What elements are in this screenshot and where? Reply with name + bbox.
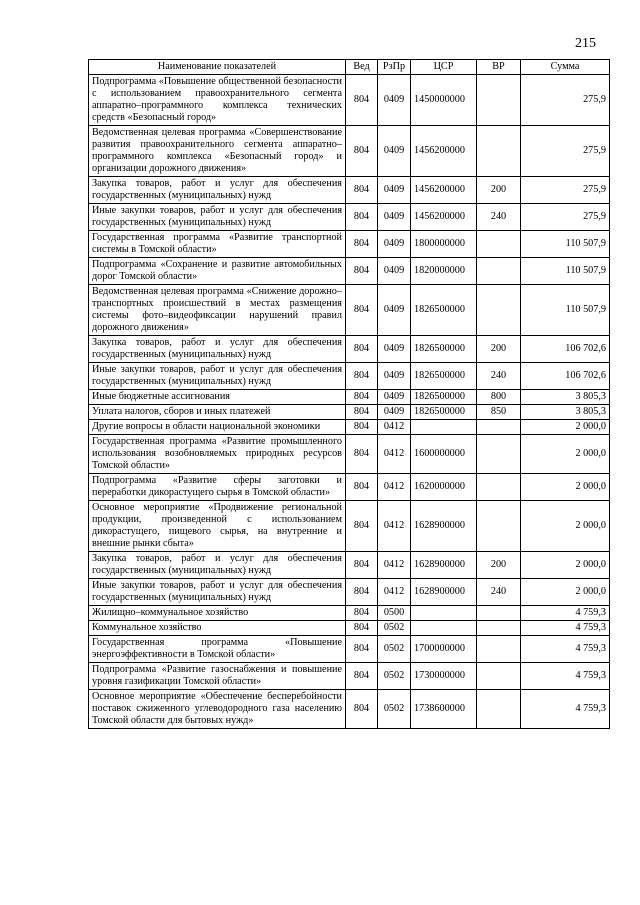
cell-vr: [477, 606, 521, 621]
budget-table: [88, 59, 610, 729]
cell-name: Основное мероприятие «Продвижение региональной продукции, произведенной с использованием дикорастущего, пищевого сырья, на внутренние и внешние рынки сбыта»: [89, 501, 346, 552]
cell-vr: [477, 75, 521, 126]
header-csr: ЦСР: [411, 60, 477, 75]
table-row: [89, 621, 610, 636]
cell-csr: 1600000000: [411, 435, 477, 474]
cell-rzpr: 0502: [378, 636, 411, 663]
cell-name: Иные закупки товаров, работ и услуг для обеспечения государственных (муниципальных) нужд: [89, 204, 346, 231]
cell-sum: 2 000,0: [521, 474, 610, 501]
cell-sum: 4 759,3: [521, 690, 610, 729]
cell-name: Основное мероприятие «Обеспечение бесперебойности поставок сжиженного углеводородного газа населению Томской области для бытовых нужд»: [89, 690, 346, 729]
cell-ved: 804: [346, 474, 378, 501]
cell-csr: 1628900000: [411, 579, 477, 606]
table-row: [89, 177, 610, 204]
cell-sum: 106 702,6: [521, 363, 610, 390]
table-row: [89, 663, 610, 690]
cell-vr: [477, 126, 521, 177]
cell-name: Иные закупки товаров, работ и услуг для обеспечения государственных (муниципальных) нужд: [89, 363, 346, 390]
cell-vr: 800: [477, 390, 521, 405]
cell-vr: [477, 621, 521, 636]
cell-sum: 2 000,0: [521, 420, 610, 435]
cell-name: Другие вопросы в области национальной экономики: [89, 420, 346, 435]
cell-name: Иные закупки товаров, работ и услуг для обеспечения государственных (муниципальных) нужд: [89, 579, 346, 606]
table-row: [89, 126, 610, 177]
cell-ved: 804: [346, 231, 378, 258]
cell-name: Государственная программа «Развитие транспортной системы в Томской области»: [89, 231, 346, 258]
cell-rzpr: 0409: [378, 390, 411, 405]
cell-rzpr: 0502: [378, 621, 411, 636]
cell-ved: 804: [346, 552, 378, 579]
cell-rzpr: 0502: [378, 690, 411, 729]
header-sum: Сумма: [521, 60, 610, 75]
cell-sum: 110 507,9: [521, 258, 610, 285]
cell-sum: 275,9: [521, 177, 610, 204]
cell-ved: 804: [346, 621, 378, 636]
cell-ved: 804: [346, 690, 378, 729]
cell-ved: 804: [346, 285, 378, 336]
cell-vr: 200: [477, 177, 521, 204]
cell-sum: 4 759,3: [521, 636, 610, 663]
table-row: [89, 231, 610, 258]
cell-csr: 1620000000: [411, 474, 477, 501]
cell-name: Жилищно–коммунальное хозяйство: [89, 606, 346, 621]
table-row: [89, 606, 610, 621]
table-row: [89, 405, 610, 420]
cell-rzpr: 0412: [378, 435, 411, 474]
cell-rzpr: 0409: [378, 204, 411, 231]
cell-csr: 1456200000: [411, 204, 477, 231]
cell-vr: [477, 420, 521, 435]
cell-rzpr: 0409: [378, 126, 411, 177]
table-row: [89, 579, 610, 606]
cell-vr: [477, 258, 521, 285]
cell-name: Закупка товаров, работ и услуг для обеспечения государственных (муниципальных) нужд: [89, 177, 346, 204]
cell-sum: 2 000,0: [521, 579, 610, 606]
cell-ved: 804: [346, 204, 378, 231]
cell-rzpr: 0409: [378, 405, 411, 420]
cell-csr: [411, 420, 477, 435]
cell-ved: 804: [346, 405, 378, 420]
table-row: [89, 363, 610, 390]
cell-name: Подпрограмма «Сохранение и развитие автомобильных дорог Томской области»: [89, 258, 346, 285]
cell-sum: 110 507,9: [521, 231, 610, 258]
cell-csr: 1456200000: [411, 177, 477, 204]
cell-ved: 804: [346, 501, 378, 552]
header-rzpr: РзПр: [378, 60, 411, 75]
cell-name: Уплата налогов, сборов и иных платежей: [89, 405, 346, 420]
cell-vr: [477, 474, 521, 501]
cell-sum: 4 759,3: [521, 621, 610, 636]
cell-csr: 1826500000: [411, 390, 477, 405]
cell-rzpr: 0409: [378, 285, 411, 336]
cell-ved: 804: [346, 390, 378, 405]
table-row: [89, 474, 610, 501]
cell-vr: [477, 285, 521, 336]
header-vr: ВР: [477, 60, 521, 75]
table-row: [89, 501, 610, 552]
cell-vr: 240: [477, 579, 521, 606]
table-row: [89, 420, 610, 435]
cell-csr: 1628900000: [411, 501, 477, 552]
cell-name: Ведомственная целевая программа «Снижение дорожно–транспортных происшествий в местах размещения системы фото–видеофиксации нарушений правил дорожного движения»: [89, 285, 346, 336]
cell-rzpr: 0409: [378, 258, 411, 285]
cell-rzpr: 0409: [378, 177, 411, 204]
table-row: [89, 75, 610, 126]
cell-ved: 804: [346, 579, 378, 606]
cell-vr: 200: [477, 336, 521, 363]
cell-vr: 240: [477, 204, 521, 231]
table-row: [89, 390, 610, 405]
cell-rzpr: 0409: [378, 75, 411, 126]
cell-ved: 804: [346, 420, 378, 435]
cell-vr: [477, 636, 521, 663]
cell-name: Государственная программа «Повышение энергоэффективности в Томской области»: [89, 636, 346, 663]
cell-rzpr: 0502: [378, 663, 411, 690]
cell-csr: 1826500000: [411, 405, 477, 420]
cell-name: Закупка товаров, работ и услуг для обеспечения государственных (муниципальных) нужд: [89, 336, 346, 363]
cell-sum: 3 805,3: [521, 405, 610, 420]
cell-csr: 1826500000: [411, 363, 477, 390]
cell-sum: 110 507,9: [521, 285, 610, 336]
cell-ved: 804: [346, 636, 378, 663]
cell-rzpr: 0409: [378, 363, 411, 390]
cell-sum: 275,9: [521, 126, 610, 177]
table-row: [89, 435, 610, 474]
cell-csr: 1738600000: [411, 690, 477, 729]
cell-rzpr: 0409: [378, 336, 411, 363]
table-row: [89, 285, 610, 336]
cell-vr: [477, 435, 521, 474]
cell-sum: 2 000,0: [521, 552, 610, 579]
cell-ved: 804: [346, 363, 378, 390]
cell-sum: 4 759,3: [521, 663, 610, 690]
cell-name: Подпрограмма «Развитие сферы заготовки и переработки дикорастущего сырья в Томской области»: [89, 474, 346, 501]
cell-rzpr: 0500: [378, 606, 411, 621]
cell-ved: 804: [346, 75, 378, 126]
cell-vr: 850: [477, 405, 521, 420]
cell-name: Государственная программа «Развитие промышленного использования возобновляемых природных ресурсов Томской области»: [89, 435, 346, 474]
cell-ved: 804: [346, 663, 378, 690]
cell-csr: [411, 621, 477, 636]
cell-sum: 106 702,6: [521, 336, 610, 363]
cell-csr: 1456200000: [411, 126, 477, 177]
cell-csr: 1820000000: [411, 258, 477, 285]
cell-name: Иные бюджетные ассигнования: [89, 390, 346, 405]
cell-ved: 804: [346, 258, 378, 285]
cell-rzpr: 0412: [378, 420, 411, 435]
cell-csr: 1826500000: [411, 336, 477, 363]
cell-sum: 4 759,3: [521, 606, 610, 621]
table-row: [89, 336, 610, 363]
cell-vr: 200: [477, 552, 521, 579]
table-row: [89, 636, 610, 663]
cell-sum: 3 805,3: [521, 390, 610, 405]
cell-ved: 804: [346, 177, 378, 204]
cell-vr: 240: [477, 363, 521, 390]
table-header-row: [89, 60, 610, 75]
cell-ved: 804: [346, 435, 378, 474]
table-row: [89, 690, 610, 729]
header-ved: Вед: [346, 60, 378, 75]
cell-rzpr: 0412: [378, 579, 411, 606]
cell-vr: [477, 663, 521, 690]
cell-rzpr: 0412: [378, 474, 411, 501]
cell-csr: 1800000000: [411, 231, 477, 258]
cell-name: Подпрограмма «Повышение общественной безопасности с использованием правоохранительного сегмента аппаратно–программного комплекса технических средств «Безопасный город»: [89, 75, 346, 126]
cell-vr: [477, 231, 521, 258]
page-number: 215: [575, 36, 596, 51]
cell-csr: 1700000000: [411, 636, 477, 663]
header-name: Наименование показателей: [89, 60, 346, 75]
table-row: [89, 552, 610, 579]
cell-vr: [477, 690, 521, 729]
cell-ved: 804: [346, 126, 378, 177]
cell-rzpr: 0409: [378, 231, 411, 258]
cell-rzpr: 0412: [378, 501, 411, 552]
table-row: [89, 204, 610, 231]
cell-csr: [411, 606, 477, 621]
cell-name: Ведомственная целевая программа «Совершенствование развития правоохранительного сегмента аппаратно–программного комплекса «Безопасный город» и организации дорожного движения»: [89, 126, 346, 177]
table-row: [89, 258, 610, 285]
cell-csr: 1826500000: [411, 285, 477, 336]
cell-vr: [477, 501, 521, 552]
cell-rzpr: 0412: [378, 552, 411, 579]
cell-ved: 804: [346, 336, 378, 363]
cell-sum: 275,9: [521, 75, 610, 126]
cell-name: Закупка товаров, работ и услуг для обеспечения государственных (муниципальных) нужд: [89, 552, 346, 579]
cell-ved: 804: [346, 606, 378, 621]
cell-csr: 1628900000: [411, 552, 477, 579]
cell-csr: 1450000000: [411, 75, 477, 126]
cell-sum: 275,9: [521, 204, 610, 231]
cell-name: Подпрограмма «Развитие газоснабжения и повышение уровня газификации Томской области»: [89, 663, 346, 690]
cell-csr: 1730000000: [411, 663, 477, 690]
cell-sum: 2 000,0: [521, 435, 610, 474]
cell-sum: 2 000,0: [521, 501, 610, 552]
cell-name: Коммунальное хозяйство: [89, 621, 346, 636]
